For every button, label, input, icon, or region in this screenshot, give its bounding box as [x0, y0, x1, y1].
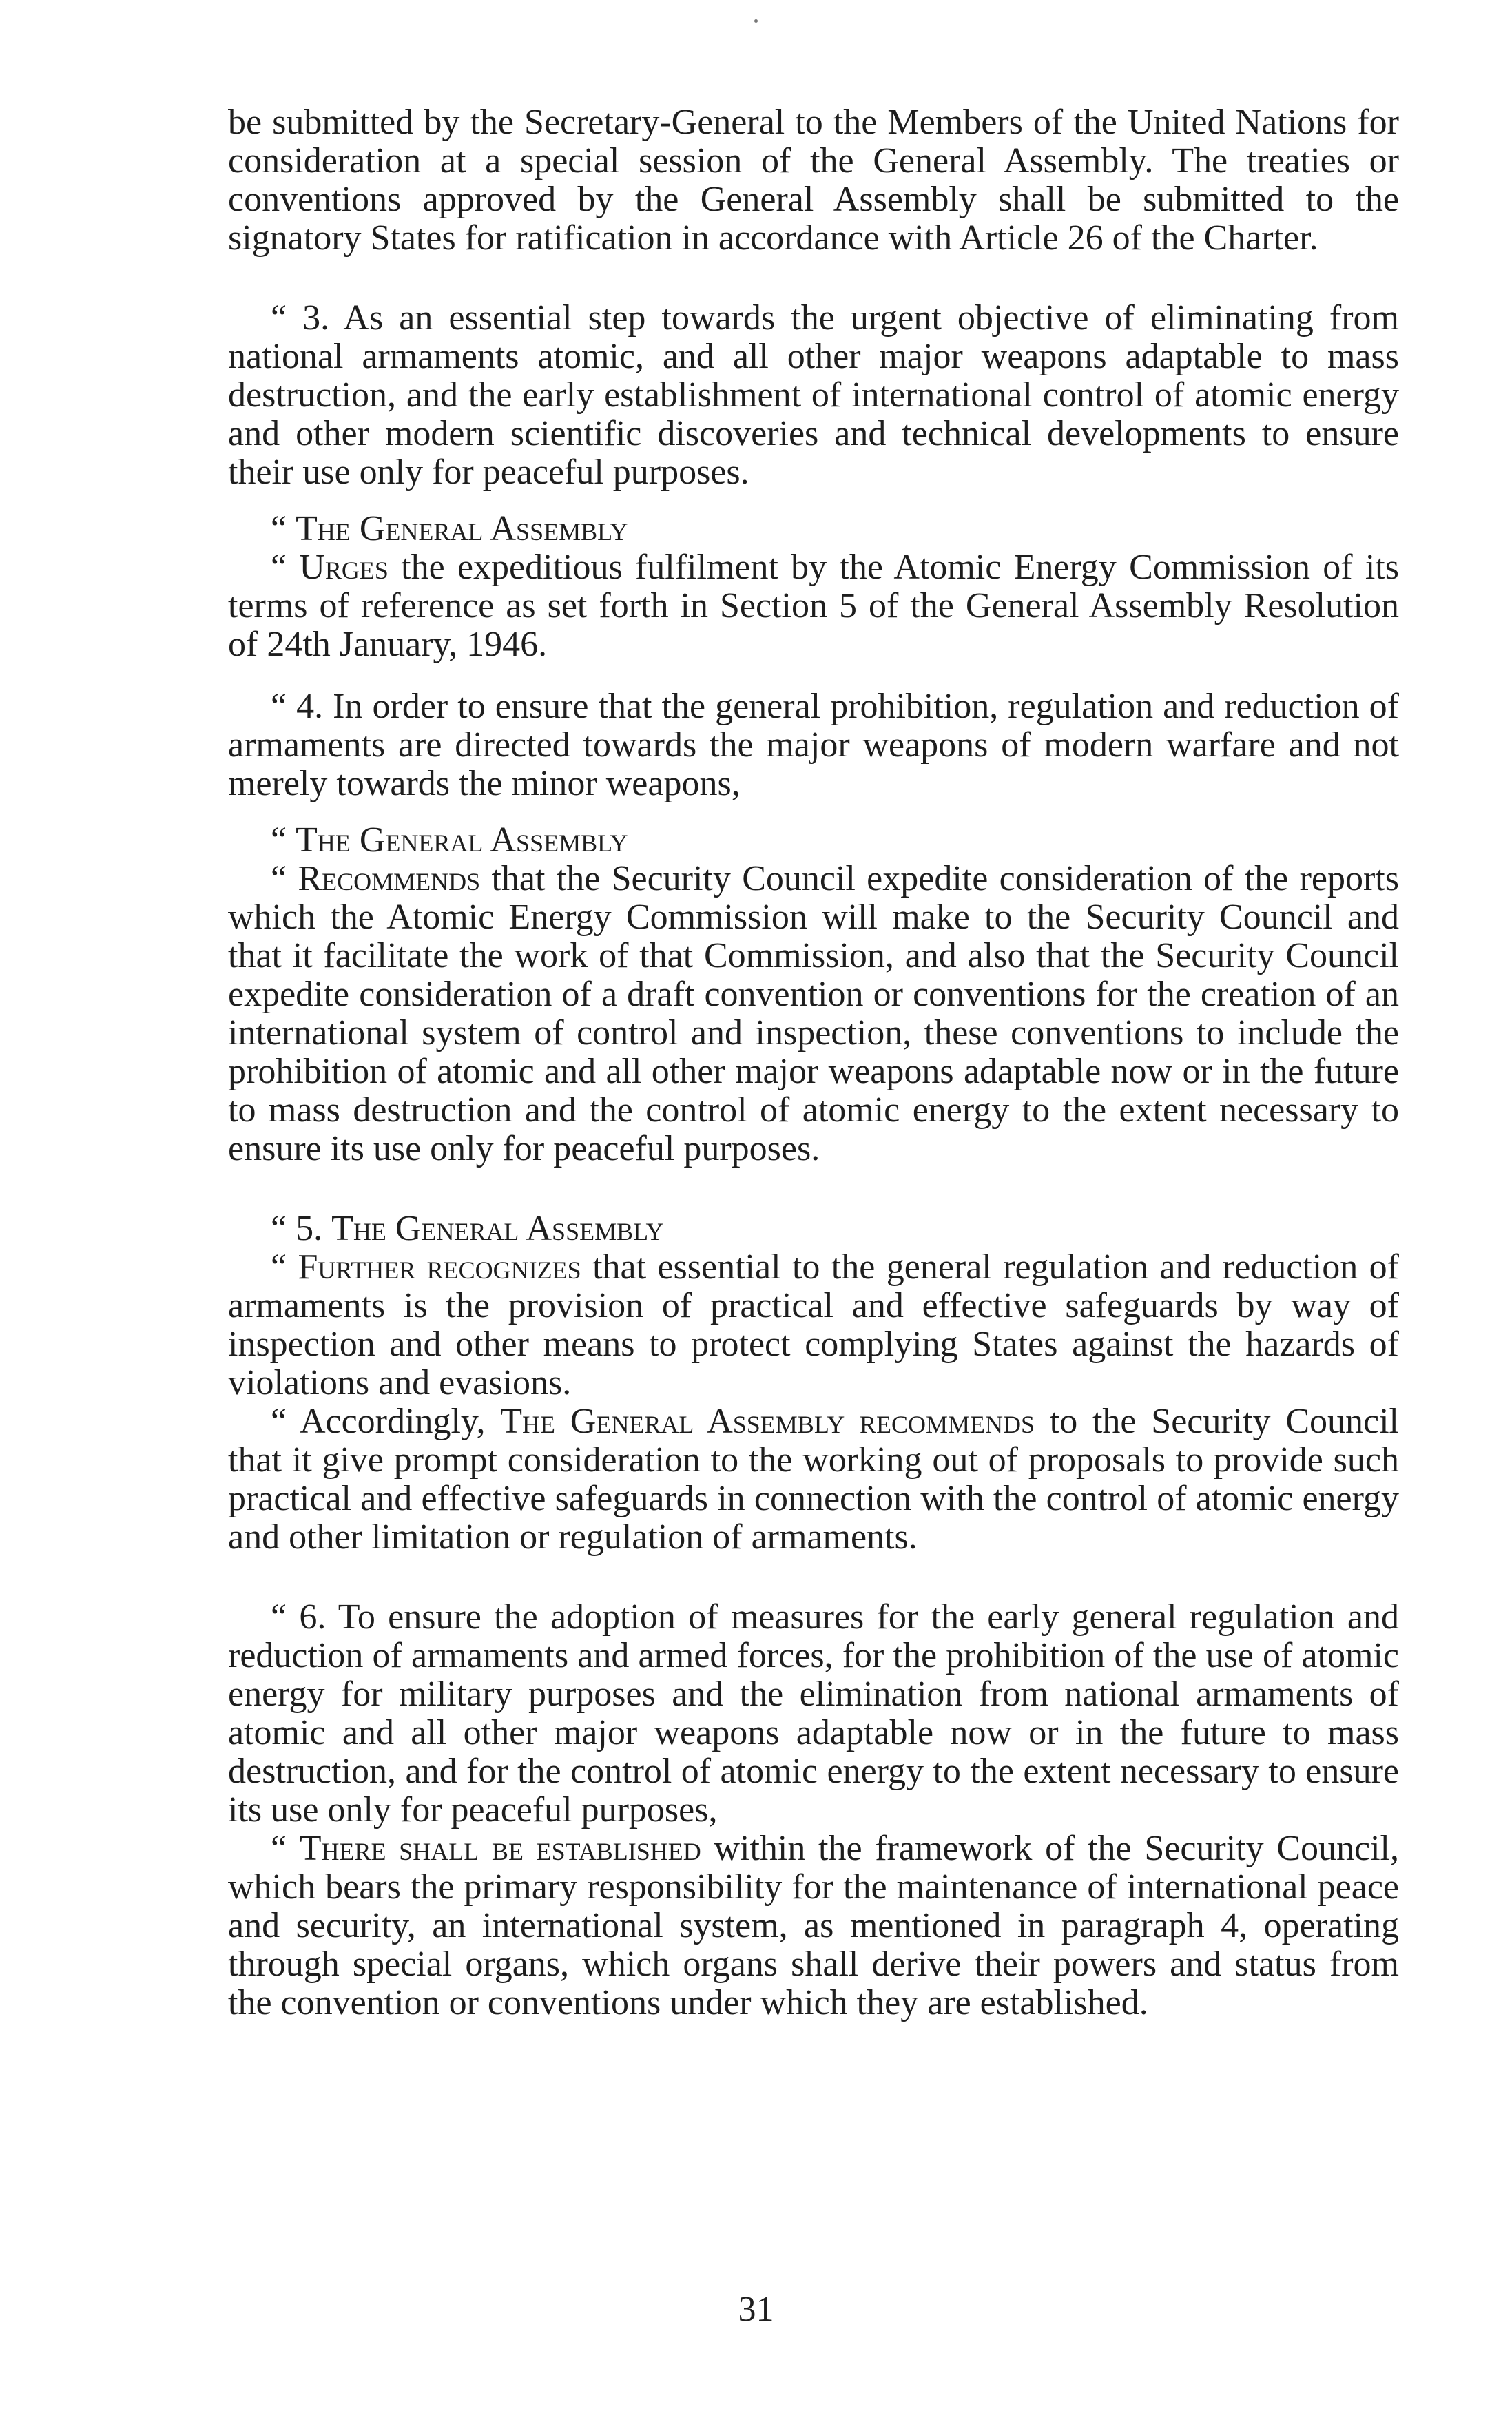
- paragraph-5-assembly-heading: “ 5. The General Assembly: [271, 1209, 664, 1248]
- paragraph-4-recommends: “ Recommends that the Security Council expedite consideration of the reports which the Atomic Energy Commission will make to the Security Council and that it facilitate the work of that Commission, and also that the Security Council expedite consideration of a draft convention or conventions for the creation of an international system of control and inspection, these conventions to include the prohibition of atomic and all other major weapons adaptable now or in the future to mass destruction and the control of atomic energy to the extent necessary to ensure its use only for peaceful purposes.: [228, 859, 1399, 1168]
- scan-speck: [754, 19, 758, 23]
- paragraph-4: “ 4. In order to ensure that the general prohibition, regulation and reduction of armaments are directed towards the major weapons of modern warfare and not merely towards the minor weapons,: [228, 687, 1399, 803]
- paragraph-3-urges: “ Urges the expeditious fulfilment by the Atomic Energy Commission of its terms of reference as set forth in Section 5 of the General Assembly Resolution of 24th January, 1946.: [228, 548, 1399, 664]
- body-text: [228, 103, 1399, 2022]
- paragraph-5-further-recognizes: “ Further recognizes that essential to the general regulation and reduction of armaments is the provision of practical and effective safeguards by way of inspection and other means to protect complying States against the hazards of violations and evasions.: [228, 1247, 1399, 1402]
- continuation-paragraph: be submitted by the Secretary-General to the Members of the United Nations for consideration at a special session of the General Assembly. The treaties or conventions approved by the General Assembly shall be submitted to the signatory States for ratification in accordance with Article 26 of the Charter.: [228, 103, 1399, 258]
- page-number: 31: [738, 2290, 774, 2329]
- paragraph-4-assembly-heading: “ The General Assembly: [271, 820, 628, 860]
- paragraph-3: “ 3. As an essential step towards the urgent objective of eliminating from national armaments atomic, and all other major weapons adaptable to mass destruction, and the early establishment of international control of atomic energy and other modern scientific discoveries and technical developments to ensure their use only for peaceful purposes.: [228, 298, 1399, 492]
- paragraph-3-assembly-heading: “ The General Assembly: [271, 509, 628, 548]
- paragraph-5-accordingly: “ Accordingly, The General Assembly recommends to the Security Council that it give prompt consideration to the working out of proposals to provide such practical and effective safeguards in connection with the control of atomic energy and other limitation or regulation of armaments.: [228, 1402, 1399, 1557]
- paragraph-6-established: “ There shall be established within the framework of the Security Council, which bears the primary responsibility for the maintenance of international peace and security, an international system, as mentioned in paragraph 4, operating through special organs, which organs shall derive their powers and status from the convention or conventions under which they are established.: [228, 1829, 1399, 2022]
- paragraph-6: “ 6. To ensure the adoption of measures for the early general regulation and reduction of armaments and armed forces, for the prohibition of the use of atomic energy for military purposes and the elimination from national armaments of atomic and all other major weapons adaptable now or in the future to mass destruction, and for the control of atomic energy to the extent necessary to ensure its use only for peaceful purposes,: [228, 1597, 1399, 1830]
